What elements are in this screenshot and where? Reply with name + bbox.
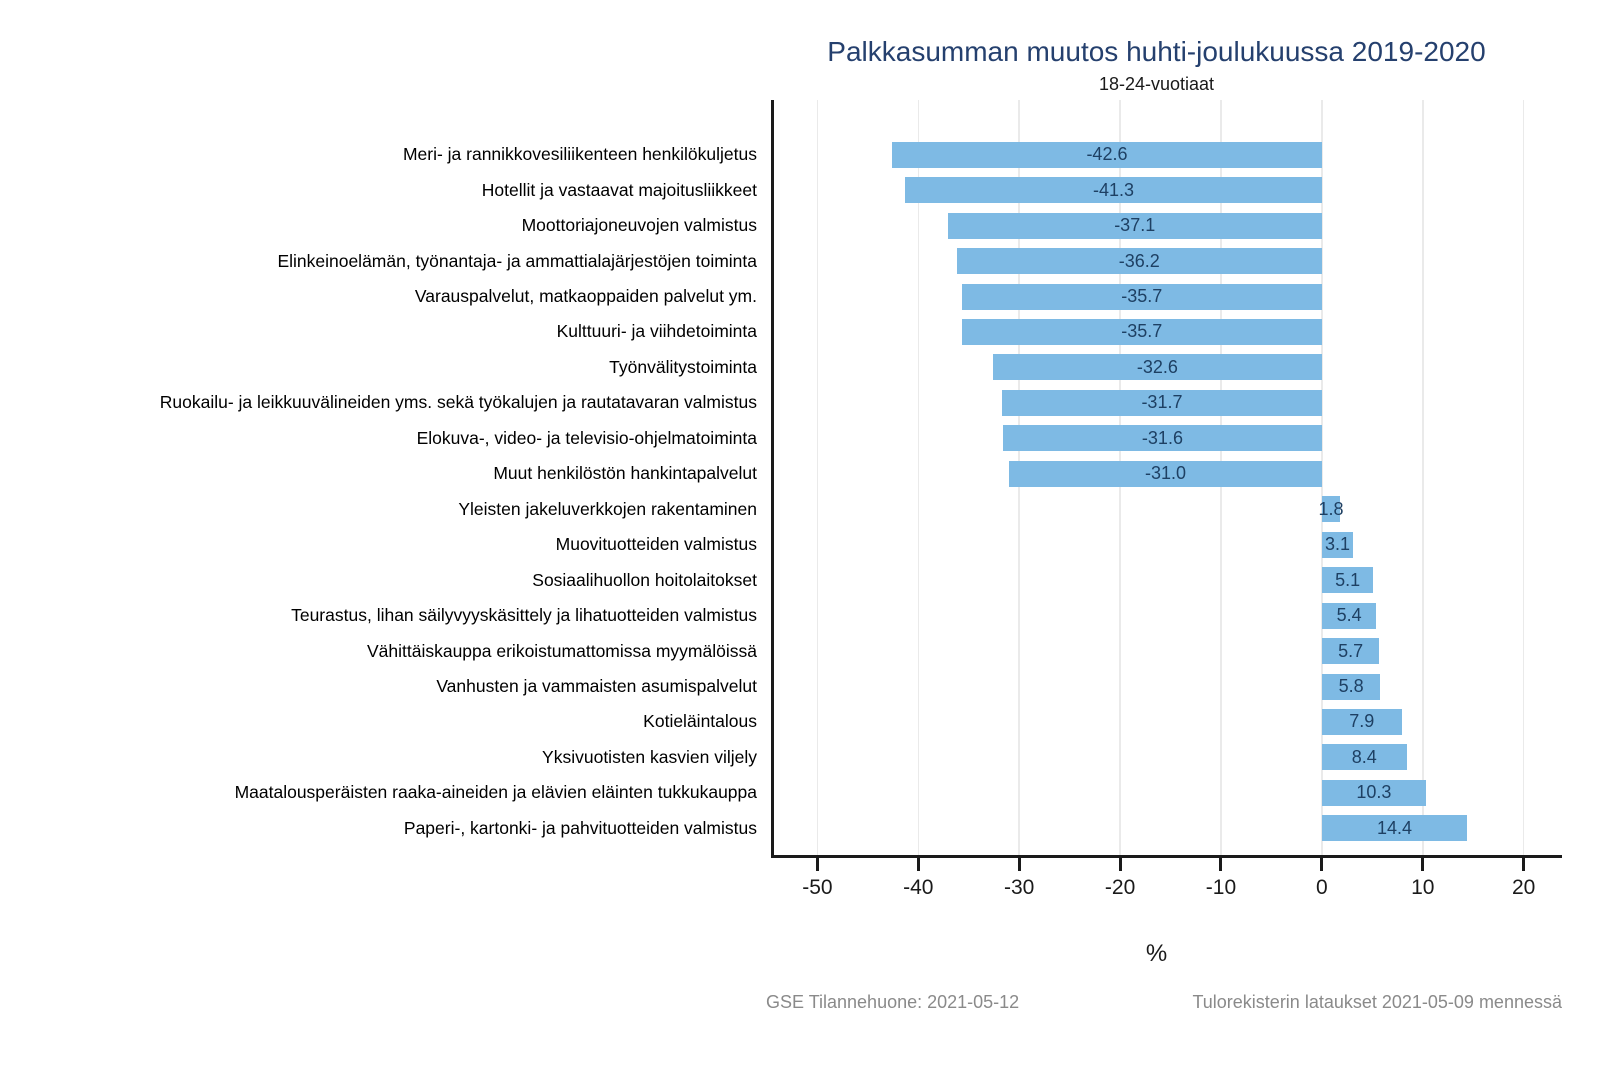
category-axis-labels [0, 137, 757, 846]
footer-source-left: GSE Tilannehuone: 2021-05-12 [766, 992, 1020, 1012]
bar-value-label: -32.6 [1136, 356, 1178, 377]
x-axis-tick-label: 20 [1511, 876, 1536, 899]
bar-value-label: 5.1 [1335, 569, 1361, 590]
category-label: Varauspalvelut, matkaoppaiden palvelut ym. [414, 286, 757, 307]
bar-value-label: 5.7 [1338, 640, 1364, 661]
category-label: Vähittäiskauppa erikoistumattomissa myymälöissä [366, 640, 757, 661]
x-axis-tick [917, 858, 920, 871]
bar-value-label: 3.1 [1324, 534, 1351, 555]
bar-row [773, 740, 1560, 775]
bar-row [773, 243, 1560, 278]
bar-value-label: 5.8 [1338, 676, 1364, 697]
bar-row [773, 598, 1560, 633]
chart-title: Palkkasumman muutos huhti-joulukuussa 2019-2020 [827, 36, 1486, 67]
category-label: Ruokailu- ja leikkuuvälineiden yms. sekä työkalujen ja rautatavaran valmistus [159, 392, 757, 413]
x-axis-tick-label: 10 [1411, 876, 1435, 899]
bar-value-label: 7.9 [1349, 711, 1375, 732]
category-label: Yksivuotisten kasvien viljely [542, 746, 757, 767]
x-axis-line [771, 855, 1562, 858]
bar-row [773, 172, 1560, 207]
bar-series [773, 137, 1560, 846]
bar-value-label: 10.3 [1356, 782, 1392, 803]
x-axis-tick [1421, 858, 1424, 871]
bar-row [773, 279, 1560, 314]
x-axis-tick-label: -50 [802, 876, 833, 899]
x-axis-tick-label: -10 [1205, 876, 1237, 899]
category-label: Kulttuuri- ja viihdetoiminta [556, 321, 757, 342]
bar-value-label: -37.1 [1114, 215, 1156, 236]
bar-value-label: -31.6 [1141, 427, 1183, 448]
category-label: Hotellit ja vastaavat majoitusliikkeet [481, 179, 757, 200]
category-label: Kotieläintalous [643, 711, 757, 732]
x-axis-tick-label: -40 [903, 876, 934, 899]
bar-value-label: -41.3 [1093, 179, 1135, 200]
footer [766, 992, 1562, 1013]
x-axis-tick [816, 858, 819, 871]
category-label: Maatalousperäisten raaka-aineiden ja elävien eläinten tukkukauppa [234, 782, 757, 803]
bar-row [773, 137, 1560, 172]
category-label: Muut henkilöstön hankintapalvelut [493, 463, 757, 484]
bar-value-label: -31.7 [1141, 392, 1183, 413]
x-axis-tick [1018, 858, 1021, 871]
bar-row [773, 314, 1560, 349]
category-label: Elinkeinoelämän, työnantaja- ja ammattialajärjestöjen toiminta [277, 250, 757, 271]
bar-row [773, 350, 1560, 385]
x-axis-tick [1119, 858, 1122, 871]
bar-row [773, 562, 1560, 597]
bar-row [773, 208, 1560, 243]
bar-value-label: 14.4 [1376, 817, 1413, 838]
bar-row [773, 811, 1560, 846]
bar-value-label: 8.4 [1351, 746, 1377, 767]
category-label: Vanhusten ja vammaisten asumispalvelut [436, 676, 757, 697]
bar-value-label: -42.6 [1086, 144, 1128, 165]
bar-row [773, 456, 1560, 491]
plot-area [773, 100, 1560, 855]
bar-value-label: 1.8 [1318, 498, 1344, 519]
y-axis-line [771, 100, 774, 858]
bar-row [773, 421, 1560, 456]
category-label: Elokuva-, video- ja televisio-ohjelmatoiminta [416, 427, 757, 448]
bar-value-label: -36.2 [1118, 250, 1160, 271]
bar-row [773, 527, 1560, 562]
category-label: Sosiaalihuollon hoitolaitokset [532, 569, 757, 590]
x-axis-tick-label: -20 [1104, 876, 1136, 899]
bar-row [773, 775, 1560, 810]
bar-value-label: -31.0 [1144, 463, 1186, 484]
category-label: Meri- ja rannikkovesiliikenteen henkilökuljetus [402, 144, 757, 165]
bar-value-label: -35.7 [1121, 321, 1163, 342]
x-axis-tick [1320, 858, 1323, 871]
category-label: Teurastus, lihan säilyvyyskäsittely ja lihatuotteiden valmistus [291, 605, 757, 626]
category-label: Muovituotteiden valmistus [555, 534, 757, 555]
x-axis-tick [1219, 858, 1222, 871]
bar-value-label: -35.7 [1121, 286, 1163, 307]
bar-row [773, 704, 1560, 739]
bar-row [773, 669, 1560, 704]
category-label: Paperi-, kartonki- ja pahvituotteiden valmistus [403, 817, 757, 838]
category-label: Yleisten jakeluverkkojen rakentaminen [458, 498, 757, 519]
x-axis-tick-label: -30 [1004, 876, 1035, 899]
footer-source-right: Tulorekisterin lataukset 2021-05-09 mennessä [1192, 992, 1562, 1012]
bar-row [773, 385, 1560, 420]
category-label: Moottoriajoneuvojen valmistus [521, 215, 757, 236]
x-axis-tick-label: 0 [1316, 876, 1328, 899]
x-axis-title: % [1145, 940, 1168, 967]
bar-value-label: 5.4 [1336, 605, 1362, 626]
bar-row [773, 492, 1560, 527]
category-label: Työnvälitystoiminta [609, 356, 757, 377]
chart-subtitle: 18-24-vuotiaat [1098, 74, 1215, 94]
bar-row [773, 633, 1560, 668]
x-axis-tick [1522, 858, 1525, 871]
